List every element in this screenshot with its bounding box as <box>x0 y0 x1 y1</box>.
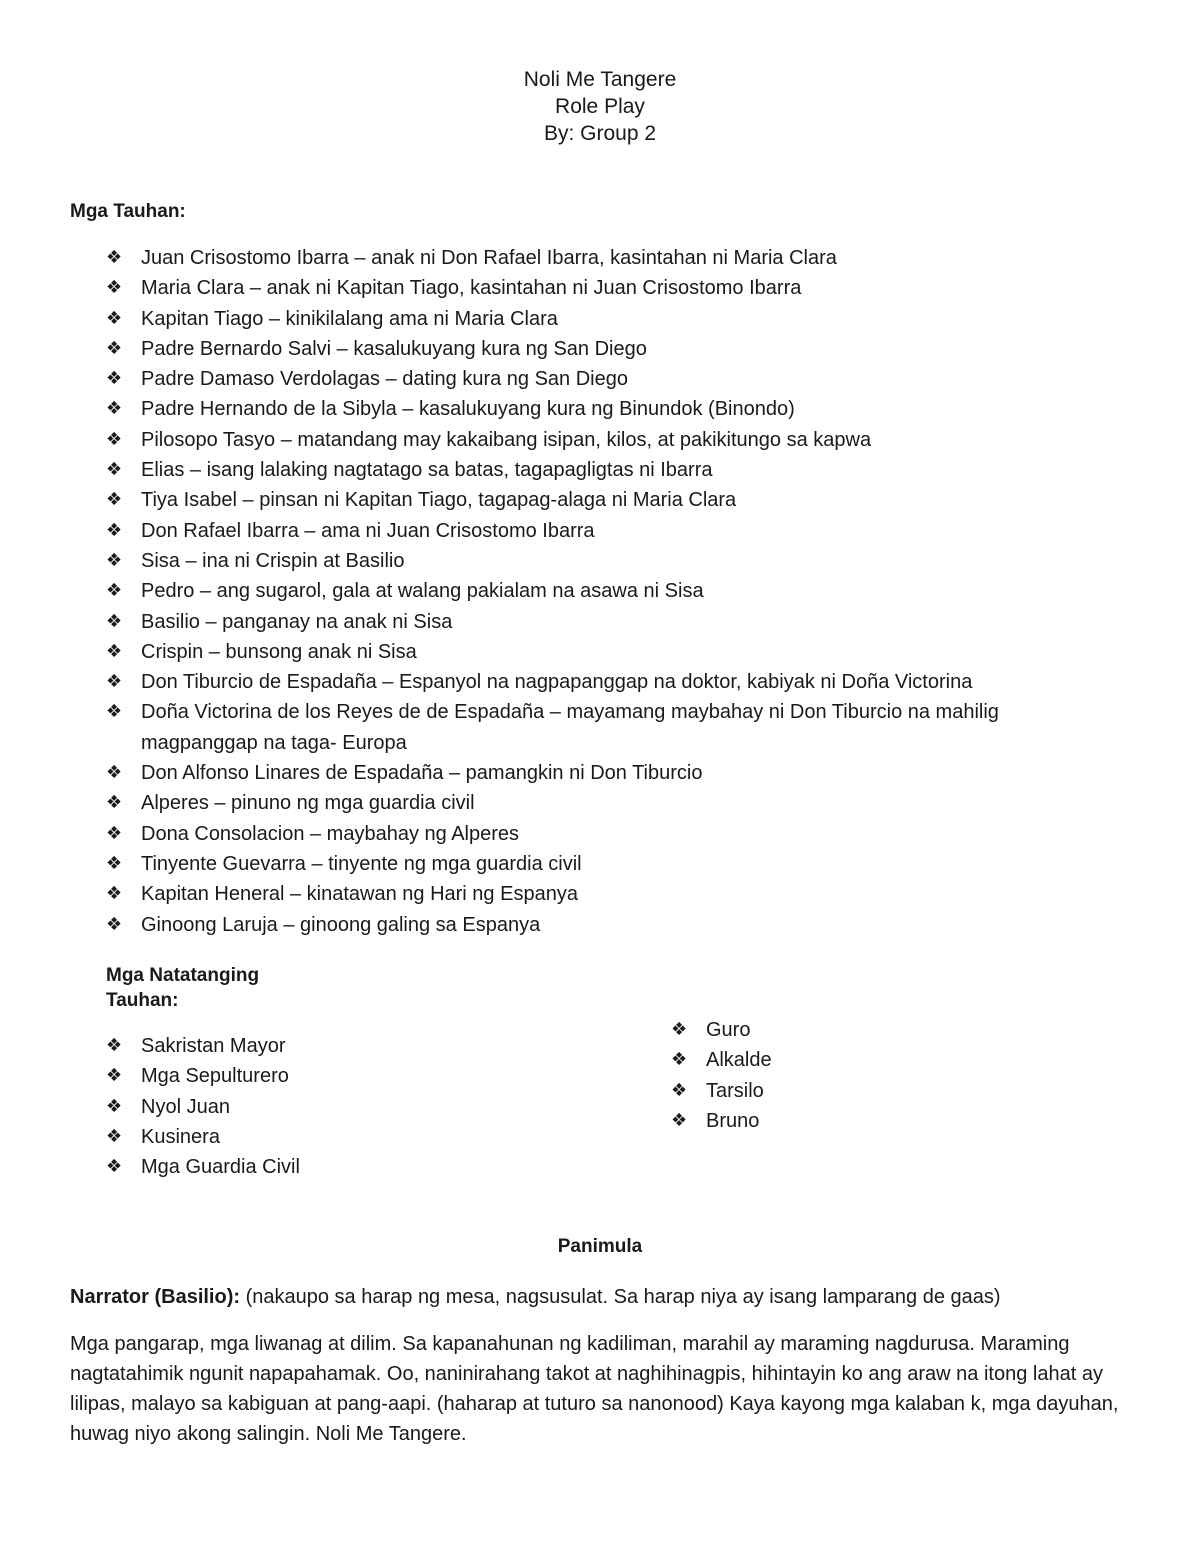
list-item: ❖ Kapitan Tiago – kinikilalang ama ni Maria Clara <box>106 304 1106 334</box>
diamond-bullet-icon: ❖ <box>106 852 123 874</box>
diamond-bullet-icon: ❖ <box>106 519 123 541</box>
diamond-bullet-icon: ❖ <box>671 1079 688 1101</box>
list-item: ❖ Tinyente Guevarra – tinyente ng mga guardia civil <box>106 849 1106 879</box>
document-byline: By: Group 2 <box>543 122 657 145</box>
list-item: ❖ Dona Consolacion – maybahay ng Alperes <box>106 819 1106 849</box>
natatanging-list-left <box>106 1031 606 1182</box>
list-item: ❖ Sisa – ina ni Crispin at Basilio <box>106 546 1106 576</box>
list-item: ❖ Mga Guardia Civil <box>106 1152 606 1182</box>
document-header <box>0 66 1200 147</box>
diamond-bullet-icon: ❖ <box>671 1109 688 1131</box>
list-item: ❖ Maria Clara – anak ni Kapitan Tiago, kasintahan ni Juan Crisostomo Ibarra <box>106 273 1106 303</box>
narrator-paragraph: Mga pangarap, mga liwanag at dilim. Sa kapanahunan ng kadiliman, marahil ay maraming nagdurusa. Maraming nagtatahimik ngunit napapahamak. Oo, naninirahang takot at naghihinagpis, hihintayin ko ang araw na itong lahat ay lilipas, malayo sa kabiguan at pang-aapi. (haharap at tuturo sa nanonood) Kaya kayong mga kalaban k, mga dayuhan, huwag niyo akong salingin. Noli Me Tangere. <box>70 1333 1119 1445</box>
natatanging-heading: Mga Natatanging Tauhan: <box>106 965 260 1011</box>
speaker-label: Narrator (Basilio): <box>70 1286 241 1308</box>
diamond-bullet-icon: ❖ <box>106 489 123 511</box>
diamond-bullet-icon: ❖ <box>106 701 123 723</box>
diamond-bullet-icon: ❖ <box>106 610 123 632</box>
diamond-bullet-icon: ❖ <box>106 883 123 905</box>
diamond-bullet-icon: ❖ <box>106 1065 123 1087</box>
diamond-bullet-icon: ❖ <box>671 1019 688 1040</box>
natatanging-list-right <box>671 1015 1071 1136</box>
list-item: ❖ Alkalde <box>671 1045 1071 1075</box>
list-item: ❖ Alperes – pinuno ng mga guardia civil <box>106 788 1106 818</box>
list-item: ❖ Tiya Isabel – pinsan ni Kapitan Tiago, tagapag-alaga ni Maria Clara <box>106 485 1106 515</box>
list-item: ❖ Padre Hernando de la Sibyla – kasalukuyang kura ng Binundok (Binondo) <box>106 394 1106 424</box>
list-item: ❖ Don Alfonso Linares de Espadaña – pamangkin ni Don Tiburcio <box>106 758 1106 788</box>
diamond-bullet-icon: ❖ <box>106 307 123 329</box>
diamond-bullet-icon: ❖ <box>106 398 123 420</box>
diamond-bullet-icon: ❖ <box>106 1125 123 1147</box>
tauhan-heading: Mga Tauhan: <box>70 201 186 222</box>
diamond-bullet-icon: ❖ <box>106 368 123 390</box>
list-item: ❖ Padre Damaso Verdolagas – dating kura ng San Diego <box>106 364 1106 394</box>
list-item: ❖ Mga Sepulturero <box>106 1061 606 1091</box>
diamond-bullet-icon: ❖ <box>106 762 123 784</box>
list-item: ❖ Basilio – panganay na anak ni Sisa <box>106 607 1106 637</box>
narrator-line <box>70 1282 1140 1312</box>
list-item: ❖ Nyol Juan <box>106 1092 606 1122</box>
stage-direction: (nakaupo sa harap ng mesa, nagsusulat. Sa harap niya ay isang lamparang de gaas) <box>245 1286 1001 1308</box>
document-title: Noli Me Tangere <box>523 68 677 91</box>
panimula-heading: Panimula <box>557 1236 643 1257</box>
list-item: ❖ Guro <box>671 1015 1071 1045</box>
diamond-bullet-icon: ❖ <box>106 549 123 571</box>
tauhan-list <box>106 243 1106 940</box>
diamond-bullet-icon: ❖ <box>106 277 123 299</box>
list-item: ❖ Doña Victorina de los Reyes de de Espadaña – mayamang maybahay ni Don Tiburcio na mahilig magpanggap na taga- Europa <box>106 697 1106 758</box>
diamond-bullet-icon: ❖ <box>106 671 123 693</box>
diamond-bullet-icon: ❖ <box>106 792 123 814</box>
list-item: ❖ Sakristan Mayor <box>106 1031 606 1061</box>
list-item: ❖ Pilosopo Tasyo – matandang may kakaibang isipan, kilos, at pakikitungo sa kapwa <box>106 425 1106 455</box>
list-item: ❖ Crispin – bunsong anak ni Sisa <box>106 637 1106 667</box>
list-item: ❖ Juan Crisostomo Ibarra – anak ni Don Rafael Ibarra, kasintahan ni Maria Clara <box>106 243 1106 273</box>
diamond-bullet-icon: ❖ <box>106 337 123 359</box>
diamond-bullet-icon: ❖ <box>106 459 123 481</box>
list-item: ❖ Kapitan Heneral – kinatawan ng Hari ng Espanya <box>106 879 1106 909</box>
diamond-bullet-icon: ❖ <box>106 1035 123 1056</box>
document-subtitle: Role Play <box>555 95 645 118</box>
diamond-bullet-icon: ❖ <box>106 822 123 844</box>
list-item: ❖ Bruno <box>671 1106 1071 1136</box>
diamond-bullet-icon: ❖ <box>106 640 123 662</box>
diamond-bullet-icon: ❖ <box>106 428 123 450</box>
list-item: ❖ Elias – isang lalaking nagtatago sa batas, tagapagligtas ni Ibarra <box>106 455 1106 485</box>
diamond-bullet-icon: ❖ <box>106 1095 123 1117</box>
list-item: ❖ Don Tiburcio de Espadaña – Espanyol na nagpapanggap na doktor, kabiyak ni Doña Victorina <box>106 667 1106 697</box>
list-item: ❖ Don Rafael Ibarra – ama ni Juan Crisostomo Ibarra <box>106 516 1106 546</box>
list-item: ❖ Kusinera <box>106 1122 606 1152</box>
diamond-bullet-icon: ❖ <box>106 1156 123 1178</box>
diamond-bullet-icon: ❖ <box>106 580 123 602</box>
list-item: ❖ Pedro – ang sugarol, gala at walang pakialam na asawa ni Sisa <box>106 576 1106 606</box>
diamond-bullet-icon: ❖ <box>671 1049 688 1071</box>
list-item: ❖ Padre Bernardo Salvi – kasalukuyang kura ng San Diego <box>106 334 1106 364</box>
diamond-bullet-icon: ❖ <box>106 913 123 935</box>
list-item: ❖ Ginoong Laruja – ginoong galing sa Espanya <box>106 910 1106 940</box>
diamond-bullet-icon: ❖ <box>106 247 123 268</box>
list-item: ❖ Tarsilo <box>671 1076 1071 1106</box>
